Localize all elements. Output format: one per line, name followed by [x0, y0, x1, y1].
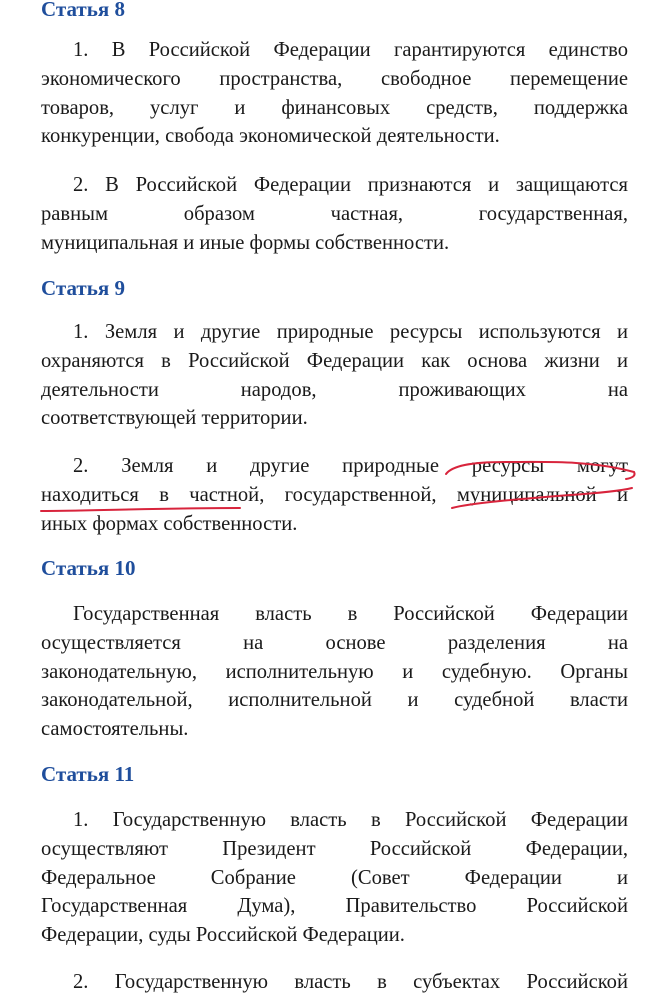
text-line: осуществляют Президент Российской Федерации,	[41, 837, 628, 860]
article-9-heading: Статья 9	[41, 276, 125, 300]
text-line: Федерации, суды Российской Федерации.	[41, 924, 405, 947]
text-line: законодательную, исполнительную и судебную. Органы	[41, 660, 628, 683]
text-line: деятельности народов, проживающих на	[41, 378, 628, 401]
text-line: конкуренции, свобода экономической деятельности.	[41, 125, 500, 148]
text-line: муниципальная и иные формы собственности.	[41, 231, 450, 254]
text-line: Государственная власть в Российской Федерации	[73, 603, 628, 625]
article-10-paragraph	[41, 600, 628, 744]
article-8-paragraph-2	[41, 171, 628, 257]
text-line: иных формах собственности.	[41, 512, 298, 535]
text-line: 1. Государственную власть в Российской Федерации	[73, 809, 628, 831]
text-line: Федеральное Собрание (Совет Федерации и	[41, 866, 628, 889]
text-line: осуществляется на основе разделения на	[41, 631, 628, 654]
text-line: 2. Земля и другие природные ресурсы могут	[73, 455, 628, 477]
text-line: самостоятельны.	[41, 718, 189, 741]
text-line: равным образом частная, государственная,	[41, 202, 628, 225]
text-line: 1. В Российской Федерации гарантируются единство	[73, 39, 628, 61]
text-line: 2. Государственную власть в субъектах Российской	[73, 971, 628, 993]
article-10-heading: Статья 10	[41, 556, 136, 580]
article-9-paragraph-1	[41, 318, 628, 433]
text-line: товаров, услуг и финансовых средств, поддержка	[41, 96, 628, 119]
text-line: находиться в частной, государственной, муниципальной и	[41, 483, 628, 506]
text-line: законодательной, исполнительной и судебной власти	[41, 689, 628, 712]
text-line: Государственная Дума), Правительство Российской	[41, 895, 628, 918]
text-line: 1. Земля и другие природные ресурсы используются и	[73, 321, 628, 343]
article-11-heading: Статья 11	[41, 762, 135, 786]
text-line: охраняются в Российской Федерации как основа жизни и	[41, 349, 628, 372]
text-line: соответствующей территории.	[41, 407, 308, 430]
article-8-paragraph-1	[41, 36, 628, 151]
article-8-heading: Статья 8	[41, 0, 125, 21]
text-line: экономического пространства, свободное перемещение	[41, 67, 628, 90]
article-11-paragraph-1	[41, 806, 628, 950]
article-11-paragraph-2	[41, 968, 628, 997]
article-9-paragraph-2	[41, 452, 628, 538]
text-line: 2. В Российской Федерации признаются и защищаются	[73, 174, 628, 196]
